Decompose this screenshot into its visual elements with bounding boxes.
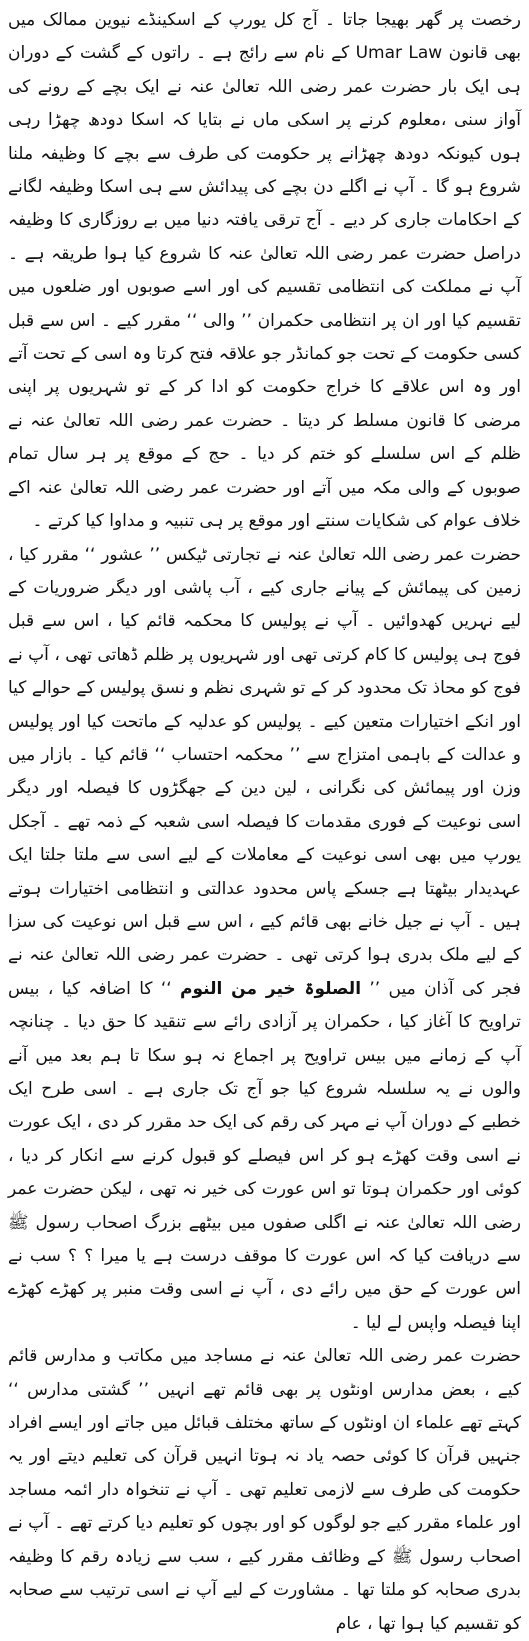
article-body: [8, 4, 521, 1641]
paragraph-text: حضرت عمر رضی اللہ تعالیٰ عنہ نے تجارتی ٹیکس ’’ عشور ‘‘ مقرر کیا ، زمین کی پیمائش کے پیانے جاری کیے ، آب پاشی اور دیگر ضروریات کے لیے نہریں کھدوائیں ۔ آپ نے پولیس کا محکمہ قائم کیا ، اس سے قبل فوج ہی پولیس کا کام کرتی تھی اور شہریوں پر ظلم ڈھاتی تھی ، آپ نے فوج کو محاذ تک محدود کر کے تو شہری نظم و نسق پولیس کے حوالے کیا اور انکے اختیارات متعین کیے ۔ پولیس کو عدلیہ کے ماتحت کیا اور پولیس و عدالت کے باہمی امتزاج سے ’’ محکمہ احتساب ‘‘ قائم کیا ۔ بازار میں وزن اور پیمائش کی نگرانی ، لین دین کے جھگڑوں کا فیصلہ اور دیگر اسی نوعیت کے فوری مقدمات کا فیصلہ اسی شعبہ کے ذمہ تھے ۔ آجکل یورپ میں بھی اسی نوعیت کے معاملات کے لیے اسی سے ملتا جلتا ایک عہدیدار بیٹھتا ہے جسکے پاس محدود عدالتی و انتظامی اختیارات ہوتے ہیں ۔ آپ نے جیل خانے بھی قائم کیے ، اس سے قبل اس نوعیت کی سزا کے لیے ملک بدری ہوا کرتی تھی ۔ حضرت عمر رضی اللہ تعالیٰ عنہ نے فجر کی آذان میں ’’: [8, 544, 522, 999]
paragraph-text: ‘‘ کا اضافہ کیا ، بیس تراویح کا آغاز کیا ، حکمران پر آزادی رائے سے تنقید کا حق دیا ۔ چنانچہ آپ کے زمانے میں بیس تراویح پر اجماع نہ ہو سکا تا ہم بعد میں آنے والوں نے یہ سلسلہ شروع کیا جو آج تک جاری ہے ۔ اسی طرح ایک خطبے کے دوران آپ نے مہر کی رقم کی ایک حد مقرر کر دی ، ایک عورت نے اسی وقت کھڑے ہو کر اس فیصلے کو قبول کرنے سے انکار کر دیا ، کوئی اور حکمران ہوتا تو اس عورت کی خیر نہ تھی ، لیکن حضرت عمر رضی اللہ تعالیٰ عنہ نے اگلی صفوں میں بیٹھے بزرگ اصحاب رسول ﷺ سے دریافت کیا کہ اس عورت کا موقف درست ہے یا میرا ؟ ؟ سب نے اس عورت کے حق میں رائے دی ، آپ نے اسی وقت منبر پر کھڑے کھڑے اپنا فیصلہ واپس لے لیا ۔: [8, 978, 521, 1333]
paragraph-text: رخصت پر گھر بھیجا جاتا ۔ آج کل یورپ کے اسکینڈے نیوین ممالک میں بھی قانون Umar Law کے نام سے رائج ہے ۔ راتوں کے گشت کے دوران ہی ایک بار حضرت عمر رضی اللہ تعالیٰ عنہ نے ایک بچے کے رونے کی آواز سنی ،معلوم کرنے پر اسکی ماں نے بتایا کہ اسکا دودھ چھڑا رہی ہوں کیونکہ دودھ چھڑانے پر حکومت کی طرف سے بچے کا وظیفہ ملنا شروع ہو گا ۔ آپ نے اگلے دن بچے کی پیدائش سے ہی اسکا وظیفہ لگانے کے احکامات جاری کر دیے ۔ آج ترقی یافتہ دنیا میں بے روزگاری کا وظیفہ دراصل حضرت عمر رضی اللہ تعالیٰ عنہ کا شروع کیا ہوا طریقہ ہے ۔ آپ نے مملکت کی انتظامی تقسیم کی اور اسے صوبوں اور ضلعوں میں تقسیم کیا اور ان پر انتظامی حکمران ’’ والی ‘‘ مقرر کیے ۔ اس سے قبل کسی حکومت کے تحت جو کمانڈر جو علاقہ فتح کرتا وہ اسی کے تحت آتے اور وہ اس علاقے کا خراج حکومت کو ادا کر کے تو شہریوں پر اپنی مرضی کا قانون مسلط کر دیتا ۔ حضرت عمر رضی اللہ تعالیٰ عنہ نے ظلم کے اس سلسلے کو ختم کر دیا ۔ حج کے موقع پر ہر سال تمام صوبوں کے والی مکہ میں آتے اور حضرت عمر رضی اللہ تعالیٰ عنہ اکے خلاف عوام کی شکایات سنتے اور موقع پر ہی تنبیہ و مداوا کیا کرتے ۔: [8, 10, 521, 532]
paragraph: [8, 1340, 521, 1641]
paragraph: [8, 539, 521, 1341]
azan-phrase-bold: الصلوۃ خیر من النوم: [180, 978, 362, 999]
paragraph: [8, 4, 521, 539]
paragraph-text: حضرت عمر رضی اللہ تعالیٰ عنہ نے مساجد میں مکاتب و مدارس قائم کیے ، بعض مدارس اونٹوں پر بھی قائم تھے انہیں ’’ گشتی مدارس ‘‘ کہتے تھے علماء ان اونٹوں کے ساتھ مختلف قبائل میں جاتے اور ایسے افراد جنہیں قرآن کا کوئی حصہ یاد نہ ہوتا انہیں قرآن کی تعلیم دیتے اور یہ حکومت کی طرف سے لازمی تعلیم تھی ۔ آپ نے تنخواہ دار ائمہ مساجد اور علماء مقرر کیے جو لوگوں کو اور بچوں کو تعلیم دیا کرتے تھے ۔ آپ نے اصحاب رسول ﷺ کے وظائف مقرر کیے ، سب سے زیادہ رقم کا وظیفہ بدری صحابہ کو ملتا تھا ۔ مشاورت کے لیے آپ نے اسی ترتیب سے صحابہ کو تقسیم کیا ہوا تھا ، عام: [8, 1346, 521, 1634]
